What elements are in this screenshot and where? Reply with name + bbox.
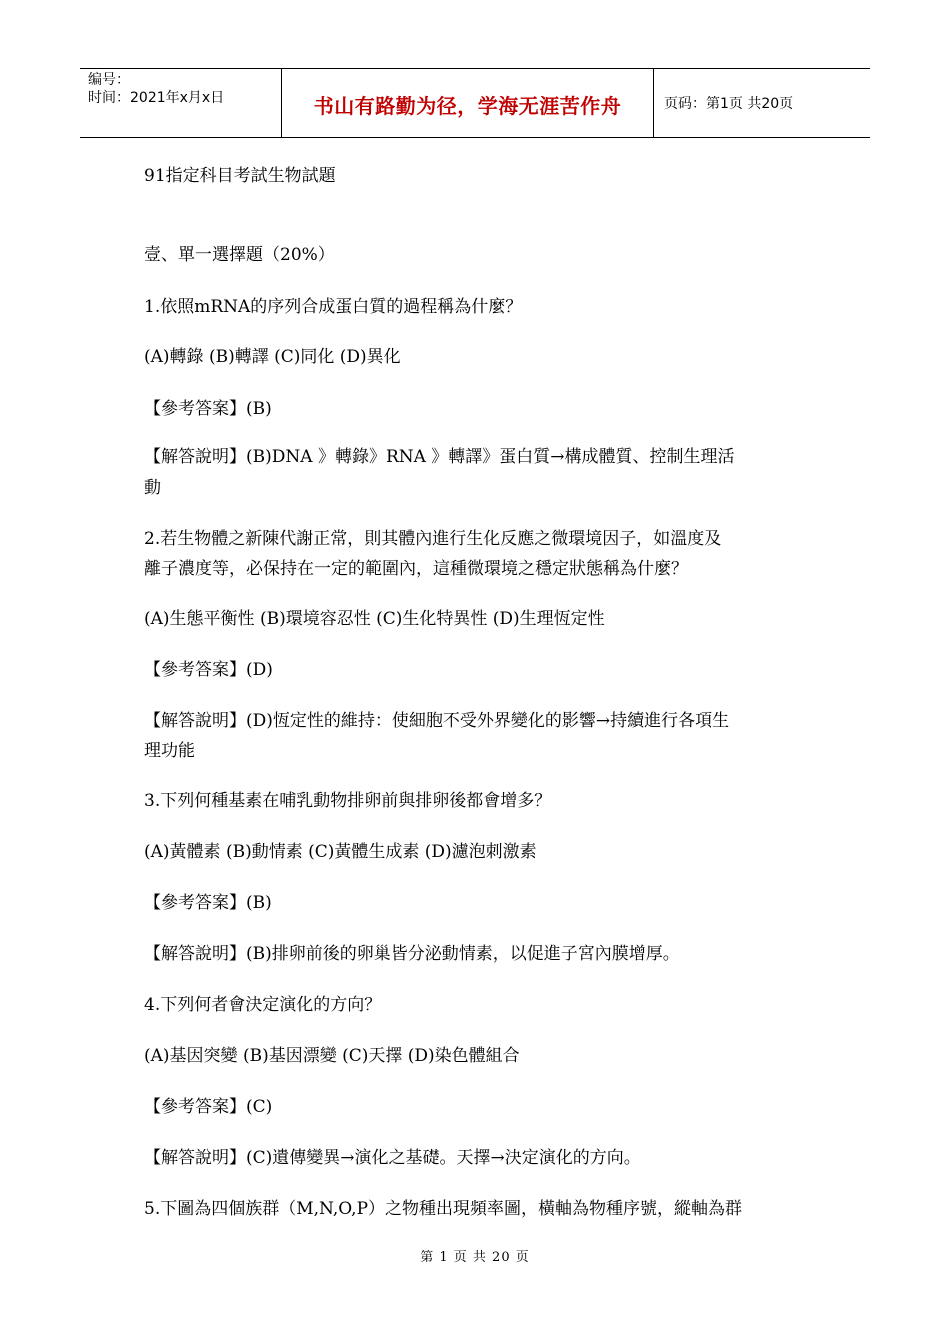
document-title: 91指定科目考試生物試題	[144, 166, 336, 186]
question-4-options: (A)基因突變 (B)基因漂變 (C)天擇 (D)染色體組合	[144, 1046, 520, 1066]
page-footer: 第 1 页 共 20 页	[420, 1250, 530, 1265]
question-1-explanation-line1: 【解答說明】(B)DNA 》轉錄》RNA 》轉譯》蛋白質→構成體質、控制生理活	[144, 447, 735, 467]
question-3-answer: 【參考答案】(B)	[144, 893, 272, 913]
question-2-text-line1: 2.若生物體之新陳代謝正常，則其體內進行生化反應之微環境因子，如溫度及	[144, 529, 722, 549]
question-1-answer: 【參考答案】(B)	[144, 399, 272, 419]
question-2-options: (A)生態平衡性 (B)環境容忍性 (C)生化特異性 (D)生理恆定性	[144, 609, 605, 629]
question-3-explanation: 【解答說明】(B)排卵前後的卵巢皆分泌動情素，以促進子宮內膜增厚。	[144, 944, 680, 964]
question-4-text: 4.下列何者會決定演化的方向？	[144, 995, 382, 1015]
question-3-options: (A)黃體素 (B)動情素 (C)黃體生成素 (D)濾泡刺激素	[144, 842, 537, 862]
date-label: 时间：2021年x月x日	[88, 90, 225, 106]
question-2-explanation-line1: 【解答說明】(D)恆定性的維持：使細胞不受外界變化的影響→持續進行各項生	[144, 711, 730, 731]
question-1-text: 1.依照mRNA的序列合成蛋白質的過程稱為什麼？	[144, 297, 523, 317]
question-4-answer: 【參考答案】(C)	[144, 1097, 273, 1117]
header-motto: 书山有路勤为径，学海无涯苦作舟	[282, 69, 654, 137]
question-1-options: (A)轉錄 (B)轉譯 (C)同化 (D)異化	[144, 347, 401, 367]
question-5-text: 5.下圖為四個族群（M,N,O,P）之物種出現頻率圖，橫軸為物種序號，縱軸為群	[144, 1199, 743, 1219]
question-4-explanation: 【解答說明】(C)遺傳變異→演化之基礎。天擇→決定演化的方向。	[144, 1148, 641, 1168]
section-heading: 壹、單一選擇題（20%）	[144, 245, 335, 265]
header-page-info: 页码：第1页 共20页	[664, 96, 794, 112]
question-1-explanation-line2: 動	[144, 478, 161, 498]
header-meta	[80, 69, 282, 137]
question-2-explanation-line2: 理功能	[144, 741, 195, 761]
page-header	[80, 68, 870, 138]
number-label: 编号：	[88, 72, 130, 88]
question-2-answer: 【參考答案】(D)	[144, 660, 273, 680]
question-2-text-line2: 離子濃度等，必保持在一定的範圍內，這種微環境之穩定狀態稱為什麼？	[144, 559, 688, 579]
question-3-text: 3.下列何種基素在哺乳動物排卵前與排卵後都會增多？	[144, 791, 552, 811]
